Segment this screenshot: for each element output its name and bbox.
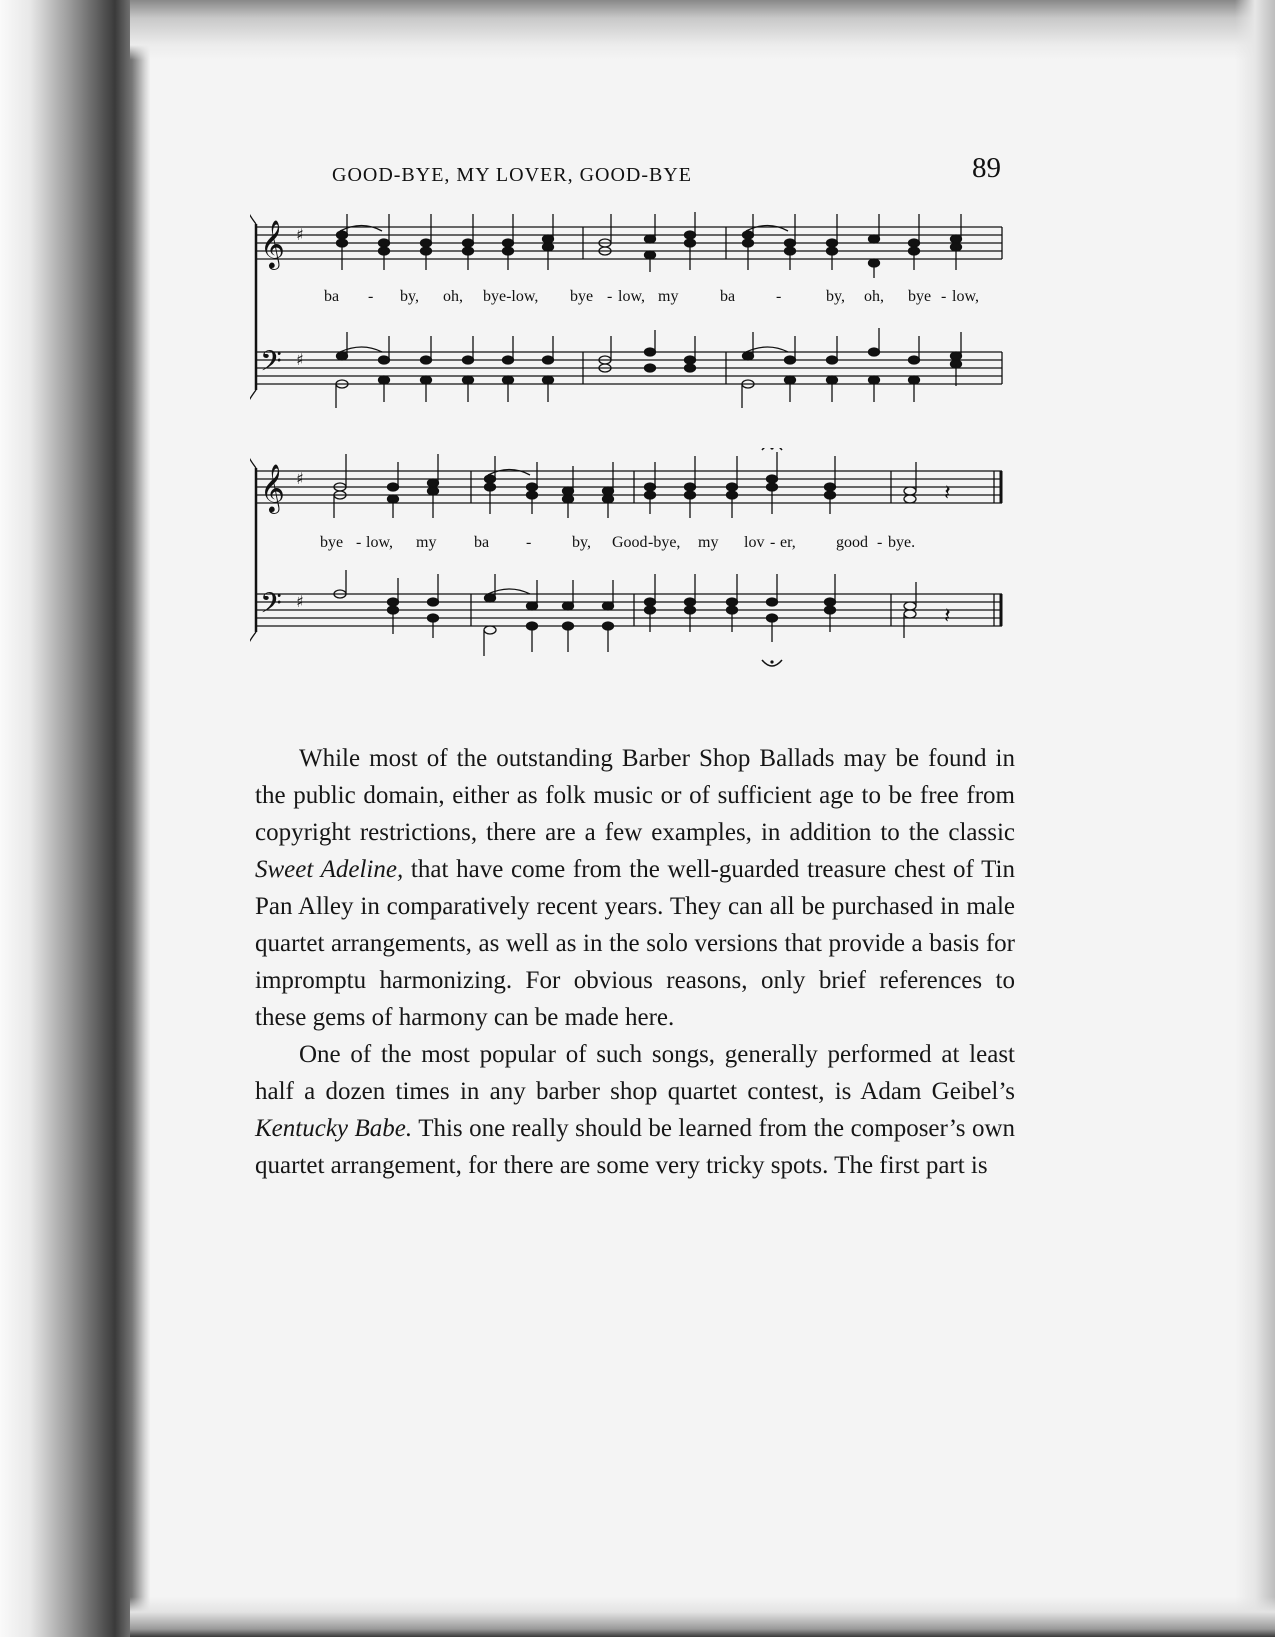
lyric-syllable: bye. [888,534,916,551]
paragraph-2-text-b: This one really should be learned from the composer’s own quartet arrangement, for there are some very tricky spots. The first part is [255,1115,1016,1179]
svg-text:𝄢: 𝄢 [260,345,282,385]
lyric-syllable: bye [570,288,594,305]
lyric-syllable: low, [952,288,979,305]
lyric-syllable: - [877,534,883,551]
scan-shadow-top [130,0,1275,60]
lyric-syllable: by, [400,288,419,305]
lyric-syllable: - [356,534,362,551]
paragraph-1-text-a: While most of the outstanding Barber Shop Ballads may be found in the public domain, either as folk music or of sufficient age to be free from copyright restrictions, there are a few examples, in addition to the classic [255,745,1015,846]
lyric-syllable: - [607,288,613,305]
lyric-syllable: lov [744,534,765,551]
lyric-syllable: by, [826,288,845,305]
lyric-syllable: bye [908,288,932,305]
lyric-syllable: - [941,288,947,305]
svg-text:♯: ♯ [296,350,304,369]
svg-text:𝄞: 𝄞 [260,463,285,512]
body-text [255,740,1015,1184]
lyric-syllable: oh, [864,288,884,305]
svg-text:𝄽: 𝄽 [944,481,951,506]
lyric-syllable: - [526,534,532,551]
scan-shadow-right [1235,0,1275,1637]
scan-shadow-bottom [130,1597,1275,1637]
lyric-syllable: - [776,288,782,305]
lyric-syllable: ba [474,534,490,551]
lyrics-system-1 [250,288,1010,312]
lyric-syllable: -bye, [648,534,681,551]
lyrics-system-2 [250,534,1010,558]
paragraph-2 [255,1036,1015,1184]
svg-text:♯: ♯ [296,592,304,611]
lyric-syllable: oh, [443,288,463,305]
song-title-sweet-adeline: Sweet Adeline, [255,856,404,883]
svg-text:𝄢: 𝄢 [260,587,282,627]
paragraph-1-text-b: that have come from the well-guarded treasure chest of Tin Pan Alley in comparatively recent years. They can all be purchased in male quartet arrangements, as well as in the solo versions that provide a basis for impromptu harmonizing. For obvious reasons, only brief references to these gems of harmony can be made here. [255,856,1015,1031]
lyric-syllable: low, [618,288,645,305]
lyric-syllable: low, [366,534,393,551]
lyric-syllable: my [658,288,679,305]
svg-text:𝄞: 𝄞 [260,219,285,268]
lyric-syllable: good [836,534,868,551]
music-staff-system-2 [250,448,1010,678]
music-staff-system-1 [250,212,1010,432]
lyric-syllable: by, [572,534,591,551]
paragraph-2-text-a: One of the most popular of such songs, generally performed at least half a dozen times in any barber shop quartet contest, is Adam Geibel’s [255,1041,1015,1105]
lyric-syllable: - [368,288,374,305]
lyric-syllable: my [698,534,719,551]
music-system-2 [250,448,1010,682]
svg-text:♯: ♯ [296,469,304,488]
lyric-syllable: ba [324,288,340,305]
paragraph-1 [255,740,1015,1036]
lyric-syllable: ba [720,288,736,305]
page-number: 89 [972,152,1001,184]
lyric-syllable: my [416,534,437,551]
lyric-syllable: Good [612,534,648,551]
lyric-syllable: bye [320,534,344,551]
svg-text:♯: ♯ [296,225,304,244]
music-system-1 [250,212,1010,436]
scan-shadow-left [0,0,150,1637]
lyric-syllable: er, [780,534,796,551]
svg-text:𝄽: 𝄽 [944,604,951,629]
running-head: GOOD-BYE, MY LOVER, GOOD-BYE [332,164,693,186]
lyric-syllable: - [770,534,776,551]
song-title-kentucky-babe: Kentucky Babe. [255,1115,413,1142]
lyric-syllable: bye-low, [483,288,539,305]
